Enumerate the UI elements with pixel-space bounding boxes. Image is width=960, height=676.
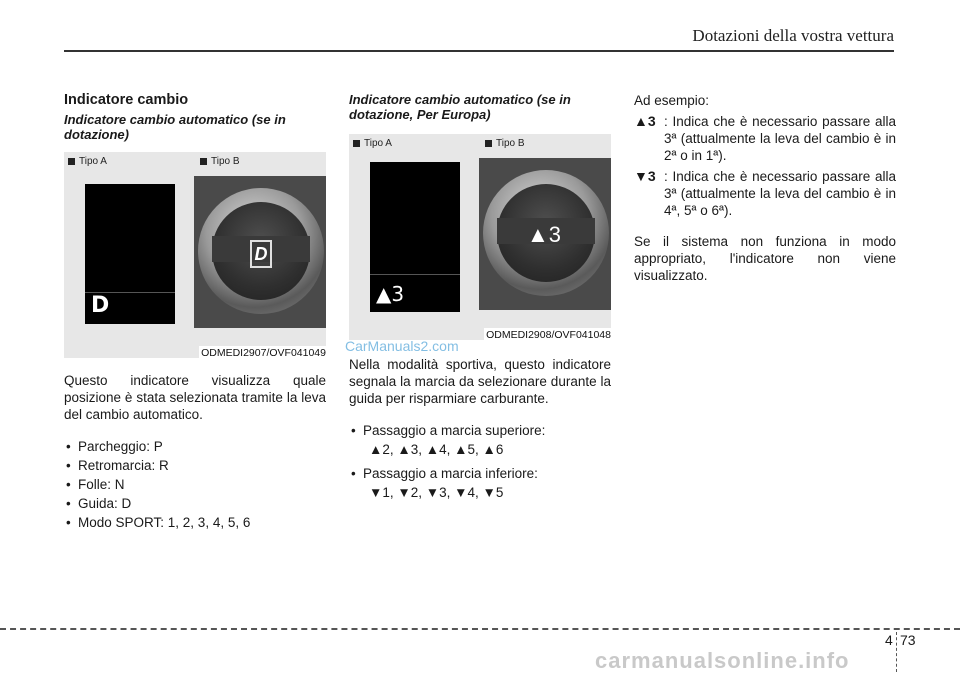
paragraph: Questo indicatore visualizza quale posizione è stata selezionata tramite la leva del cambio automatico. [64, 373, 326, 422]
section-heading: Indicatore cambio [64, 92, 189, 108]
display-panel-a [370, 162, 460, 312]
watermark: CarManuals2.com [345, 338, 459, 354]
list-item: • Parcheggio: P [64, 437, 326, 456]
list-item: • Retromarcia: R [64, 456, 326, 475]
subsection-heading: Indicatore cambio automatico (se in dotazione) [64, 112, 286, 142]
paragraph: Nella modalità sportiva, questo indicatore segnala la marcia da selezionare durante la guida per risparmiare carburante. [349, 357, 611, 406]
gear-indicator-a: ▲3 [376, 282, 405, 306]
shift-list [349, 421, 611, 440]
example-text: : Indica che è necessario passare alla 3ª (attualmente la leva del cambio è in 2ª o in 1ª). [664, 114, 896, 163]
downshift-sequence: ▼1, ▼2, ▼3, ▼4, ▼5 [369, 485, 504, 500]
column-1 [64, 92, 326, 532]
example-intro: Ad esempio: [634, 93, 710, 108]
footer-rule [0, 628, 960, 630]
gear-indicator-a: D [91, 293, 110, 318]
upshift-icon: ▲3 [634, 113, 656, 129]
display-panel-a [85, 184, 175, 324]
figure-gear-indicator-1 [64, 152, 326, 358]
display-panel-b [194, 176, 326, 328]
page-number: 73 [900, 632, 916, 648]
figure-label-a: Tipo A [68, 156, 107, 167]
column-3 [634, 92, 896, 284]
column-2 [349, 92, 611, 503]
list-item-downshift: • Passaggio a marcia inferiore: [349, 464, 611, 483]
page-number-divider [896, 632, 897, 672]
site-watermark: carmanualsonline.info [595, 648, 850, 673]
shift-list [349, 464, 611, 483]
list-item-upshift: • Passaggio a marcia superiore: [349, 421, 611, 440]
chapter-number: 4 [885, 632, 893, 648]
figure-label-b: Tipo B [485, 138, 525, 149]
upshift-sequence: ▲2, ▲3, ▲4, ▲5, ▲6 [369, 442, 504, 457]
gear-indicator-b: D [250, 240, 272, 268]
figure-label-b: Tipo B [200, 156, 240, 167]
figure-code: ODMEDI2908/OVF041048 [486, 329, 611, 341]
gear-indicator-b: ▲3 [527, 222, 562, 247]
figure-code: ODMEDI2907/OVF041049 [201, 347, 326, 359]
figure-gear-indicator-2 [349, 134, 611, 340]
gear-list [64, 437, 326, 532]
page-header-title: Dotazioni della vostra vettura [692, 26, 894, 45]
list-item: • Guida: D [64, 494, 326, 513]
example-upshift [634, 113, 896, 164]
downshift-icon: ▼3 [634, 168, 656, 184]
header-rule [64, 50, 894, 52]
list-item: • Modo SPORT: 1, 2, 3, 4, 5, 6 [64, 513, 326, 532]
example-text: : Indica che è necessario passare alla 3ª (attualmente la leva del cambio è in 4ª, 5ª o 6ª). [664, 169, 896, 218]
display-panel-b [479, 158, 611, 310]
subsection-heading: Indicatore cambio automatico (se in dotazione, Per Europa) [349, 92, 571, 122]
figure-label-a: Tipo A [353, 138, 392, 149]
paragraph: Se il sistema non funziona in modo appropriato, l'indicatore non viene visualizzato. [634, 234, 896, 283]
example-downshift [634, 168, 896, 219]
list-item: • Folle: N [64, 475, 326, 494]
